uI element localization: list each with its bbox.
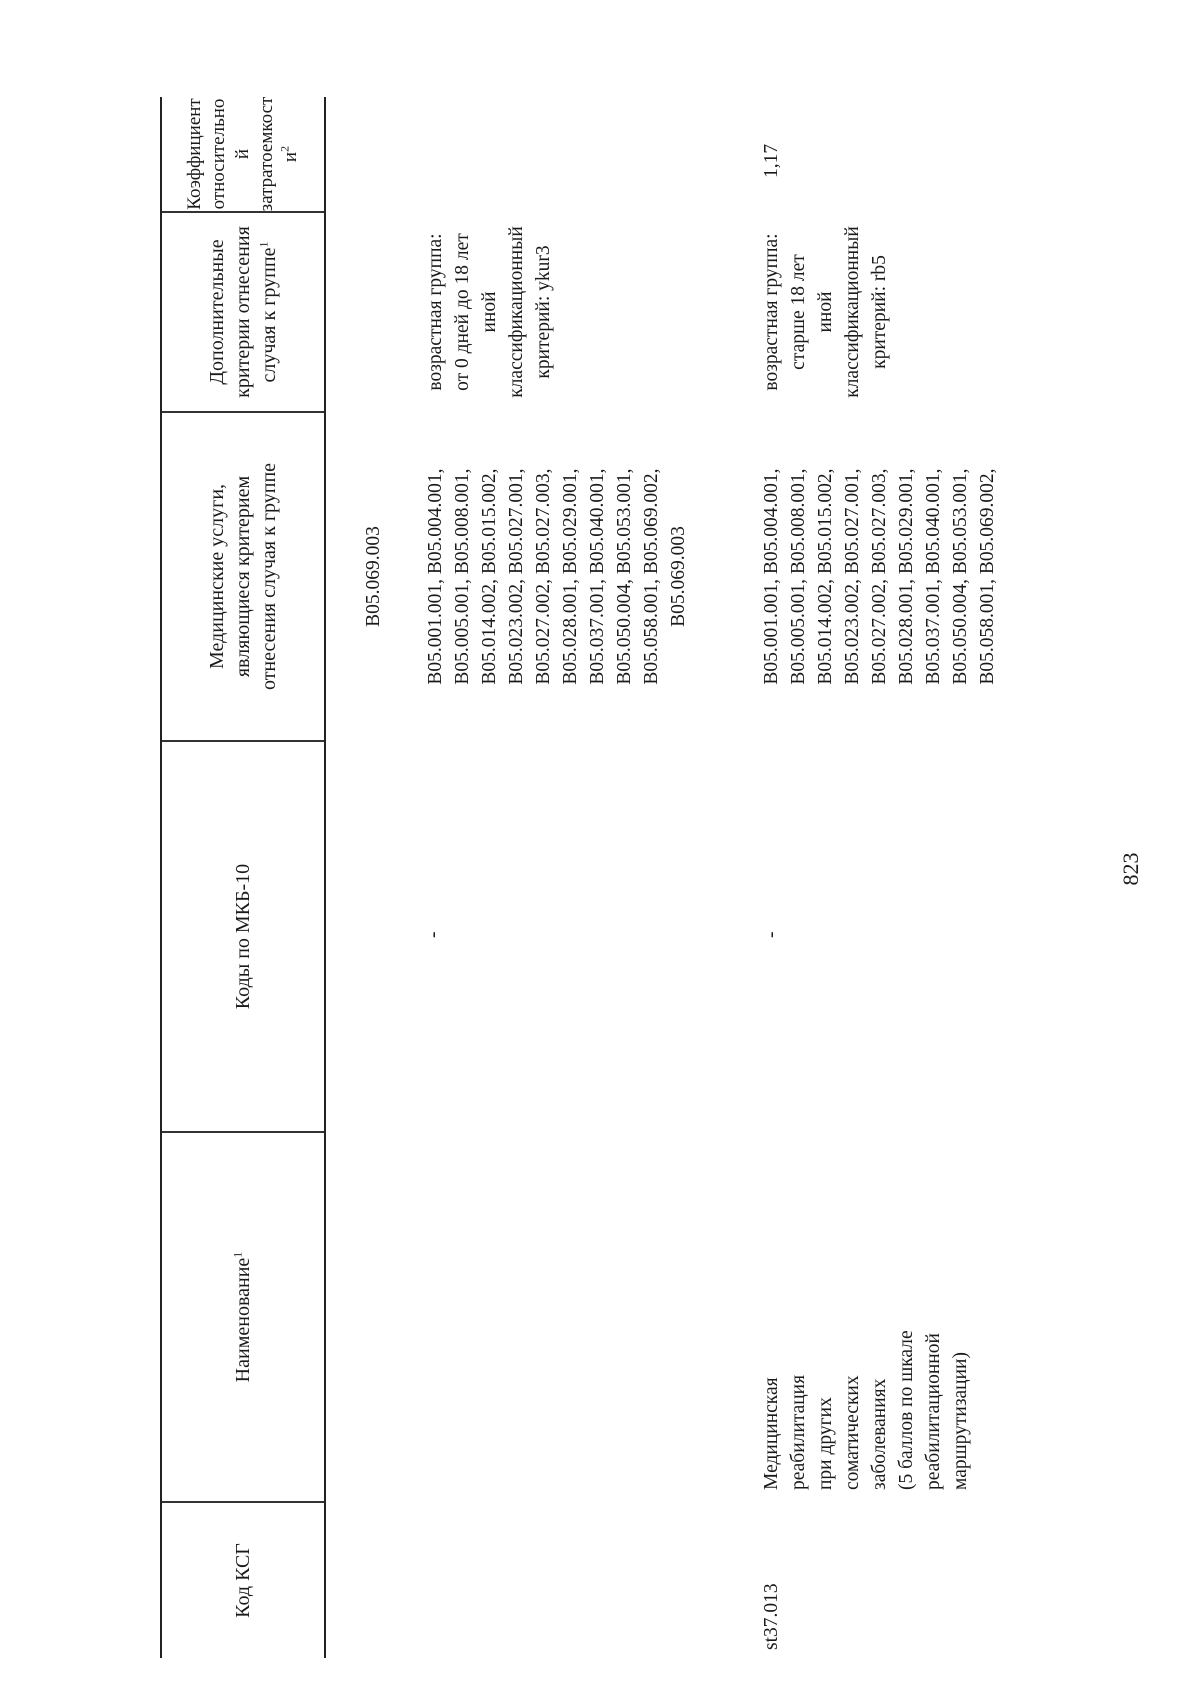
row1-criteria: возрастная группа: от 0 дней до 18 лет иной классификационный критерий: ykur3 [425,226,554,398]
row1-icd: - [423,931,444,938]
row2-name: Медицинская реабилитация при других соматических заболеваниях (5 баллов по шкале реабилитационной маршрутизации) [761,1330,971,1490]
column-divider [162,411,324,413]
header-code [162,1503,324,1658]
header-icd-text: Коды по МКБ-10 [232,863,254,1010]
footnote-mark: 1 [256,241,271,248]
row2-code: st37.013 [761,1583,782,1650]
row0-services: B05.069.003 [363,526,384,627]
ksg-table [160,96,998,1658]
header-services-text: Медицинские услуги, являющиеся критерием отнесения случая к группе [206,462,280,691]
footnote-mark: 1 [230,1251,245,1258]
row2-criteria: возрастная группа: старше 18 лет иной классификационный критерий: rb5 [761,226,890,398]
header-criteria-text [204,226,282,398]
row2-coefficient: 1,17 [761,143,782,178]
column-divider [162,740,324,742]
header-icd [162,742,324,1131]
row1-services: B05.001.001, B05.004.001, B05.005.001, B05.008.001, B05.014.002, B05.015.002, B05.023.002, B05.027.001, B05.027.002, B05.027.003, B05.028.001, B05.029.001, B05.037.001, B05.040.001, B05.050.004, B05.053.001, B05.058.001, B05.069.002, B05.069.003 [425,468,689,685]
header-code-text: Код КСГ [232,1543,254,1618]
page-number: 823 [1118,852,1143,886]
header-criteria [162,213,324,411]
header-coefficient-label: Коэффициент относительно й затратоемкост и [184,96,301,212]
header-criteria-label: Дополнительные критерии отнесения случая к группе [206,226,280,398]
header-name [162,1133,324,1501]
column-divider [162,1501,324,1503]
header-name-text [230,1252,256,1383]
column-divider [162,1131,324,1133]
header-coefficient-text [183,97,303,212]
header-name-label: Наименование [232,1257,254,1383]
row2-services: B05.001.001, B05.004.001, B05.005.001, B05.008.001, B05.014.002, B05.015.002, B05.023.002, B05.027.001, B05.027.002, B05.027.003, B05.028.001, B05.029.001, B05.037.001, B05.040.001, B05.050.004, B05.053.001, B05.058.001, B05.069.002, [761,468,998,685]
header-coefficient [162,97,324,211]
table-header [160,97,326,1658]
row2-icd: - [761,931,782,938]
header-services [162,413,324,740]
footnote-mark: 2 [277,145,292,152]
